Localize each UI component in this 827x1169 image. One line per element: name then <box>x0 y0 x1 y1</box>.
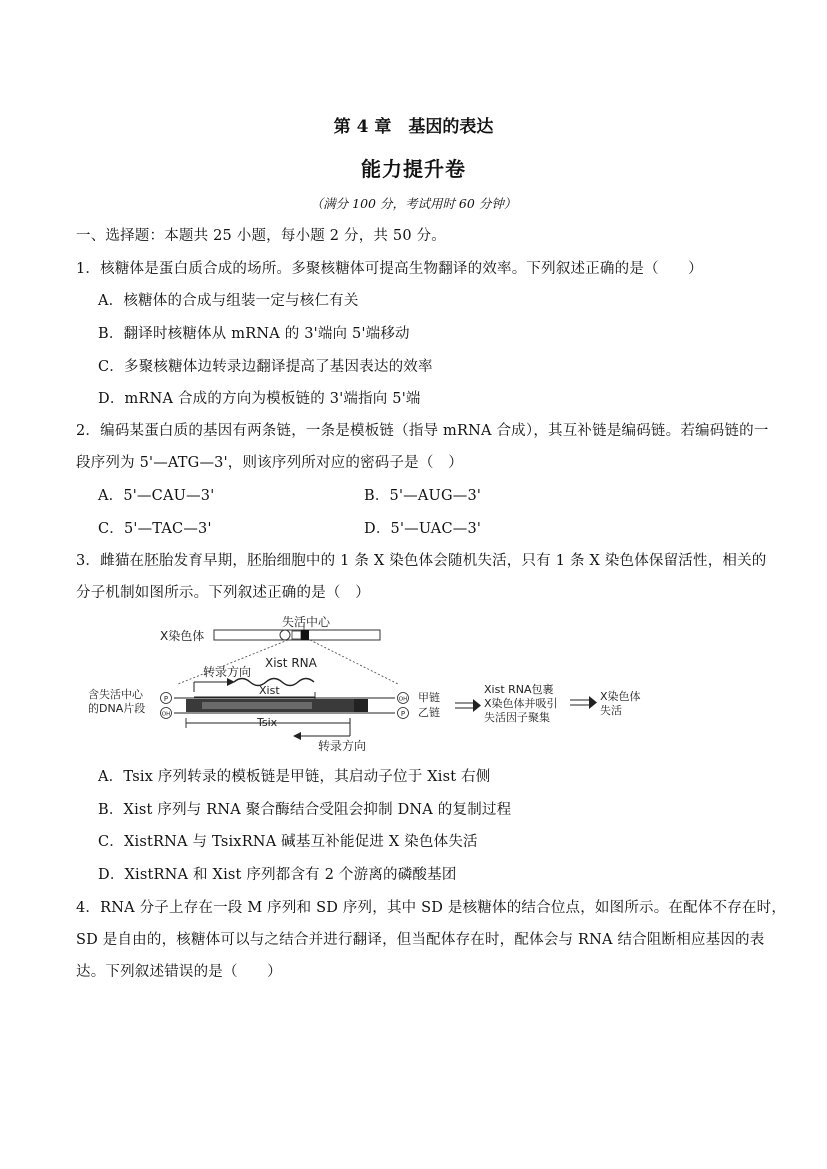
process-arrow-1 <box>455 699 481 712</box>
q3-stem-line2: 分子机制如图所示。下列叙述正确的是（ ） <box>76 585 370 601</box>
step1-line1: Xist RNA包裹 <box>484 683 554 696</box>
result-line1: X染色体 <box>600 690 641 703</box>
q2-stem-line2: 段序列为 5'—ATG—3'，则该序列所对应的密码子是（ ） <box>76 455 463 471</box>
zoom-line-right <box>310 640 398 684</box>
svg-text:OH: OH <box>161 711 171 718</box>
q3-option-c: C．XistRNA 与 TsixRNA 碱基互补能促进 X 染色体失活 <box>98 834 478 850</box>
q2-stem-line1: 2．编码某蛋白质的基因有两条链，一条是模板链（指导 mRNA 合成），其互补链是编码链。若编码链的一 <box>76 423 769 439</box>
x-chromosome-bar <box>214 630 380 640</box>
q2-option-a: A．5'—CAU—3' <box>98 488 215 504</box>
q4-line3: 达。下列叙述错误的是（ ） <box>76 964 282 980</box>
q2-option-b: B．5'—AUG—3' <box>364 488 482 504</box>
step1-line3: 失活因子聚集 <box>484 711 550 724</box>
q3-option-b: B．Xist 序列与 RNA 聚合酶结合受阻会抑制 DNA 的复制过程 <box>98 802 512 818</box>
tsix-label: Tsix <box>257 716 278 729</box>
q1-option-d: D．mRNA 合成的方向为模板链的 3'端指向 5'端 <box>98 391 421 407</box>
step1-line2: X染色体并吸引 <box>484 697 558 710</box>
q1-stem: 1．核糖体是蛋白质合成的场所。多聚核糖体可提高生物翻译的效率。下列叙述正确的是（ ） <box>76 261 703 277</box>
x-inactivation-diagram <box>82 612 662 758</box>
q1-option-a: A．核糖体的合成与组装一定与核仁有关 <box>98 293 359 309</box>
svg-text:P: P <box>400 710 406 718</box>
q2-option-c: C．5'—TAC—3' <box>98 521 212 537</box>
section-title: 一、选择题：本题共 25 小题，每小题 2 分，共 50 分。 <box>76 228 446 244</box>
q1-option-c: C．多聚核糖体边转录边翻译提高了基因表达的效率 <box>98 359 433 375</box>
chapter-title: 第 4 章 基因的表达 <box>333 117 494 137</box>
q3-option-a: A．Tsix 序列转录的模板链是甲链，其启动子位于 Xist 右侧 <box>98 769 491 785</box>
strand-jia-label: 甲链 <box>418 691 440 704</box>
xist-label: Xist <box>259 684 280 697</box>
paper-subtitle: （满分 100 分，考试用时 60 分钟） <box>310 196 517 211</box>
q2-option-d: D．5'—UAC—3' <box>364 521 482 537</box>
q3-stem-line1: 3．雌猫在胚胎发育早期，胚胎细胞中的 1 条 X 染色体会随机失活，只有 1 条 X 染色体保留活性，相关的 <box>76 553 767 569</box>
dna-fragment-label-line2: 的DNA片段 <box>88 702 146 715</box>
q4-line2: SD 是自由的，核糖体可以与之结合并进行翻译，但当配体存在时，配体会与 RNA 结合阻断相应基因的表 <box>76 932 765 948</box>
svg-text:OH: OH <box>398 696 408 703</box>
paper-title: 能力提升卷 <box>361 157 466 181</box>
result-line2: 失活 <box>600 704 622 717</box>
q1-option-b: B．翻译时核糖体从 mRNA 的 3'端向 5'端移动 <box>98 326 410 342</box>
transcription-direction-bottom: 转录方向 <box>318 739 367 753</box>
q4-line1: 4．RNA 分子上存在一段 M 序列和 SD 序列，其中 SD 是核糖体的结合位点，如图所示。在配体不存在时， <box>76 900 787 916</box>
transcription-direction-top: 转录方向 <box>203 665 252 679</box>
x-chromosome-label: X染色体 <box>160 629 205 643</box>
dna-fragment-label-line1: 含失活中心 <box>88 688 143 701</box>
process-arrow-2 <box>570 696 597 709</box>
strand-yi-label: 乙链 <box>418 706 440 719</box>
xist-rna-label: Xist RNA <box>265 656 317 670</box>
inactivation-center-label: 失活中心 <box>282 615 331 629</box>
q3-option-d: D．XistRNA 和 Xist 序列都含有 2 个游离的磷酸基团 <box>98 867 457 883</box>
svg-text:P: P <box>163 695 169 703</box>
